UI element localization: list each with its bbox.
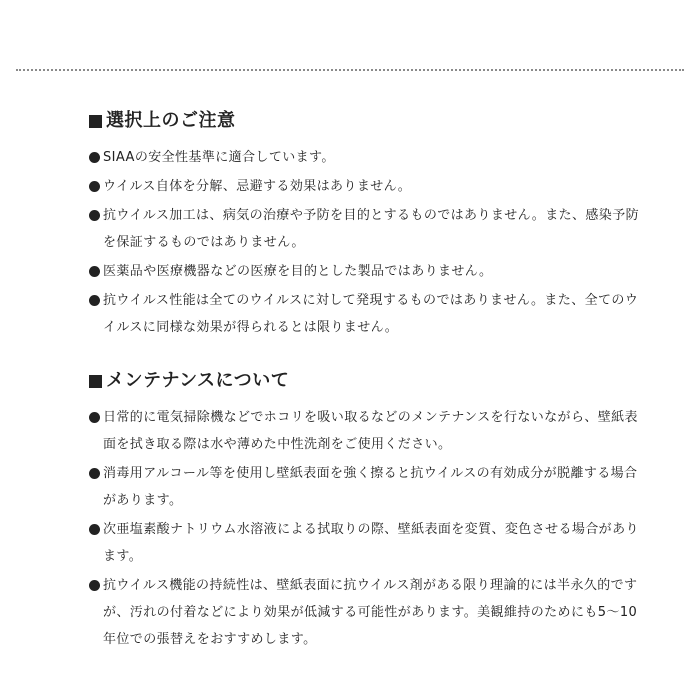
black-circle-icon bbox=[89, 580, 100, 591]
black-circle-icon bbox=[89, 412, 100, 423]
caution-item-text: 医薬品や医療機器などの医療を目的とした製品ではありません。 bbox=[103, 264, 493, 279]
maintenance-item bbox=[89, 516, 649, 570]
black-circle-icon bbox=[89, 181, 100, 192]
black-circle-icon bbox=[89, 210, 100, 221]
maintenance-item-text: 消毒用アルコール等を使用し壁紙表面を強く擦ると抗ウイルスの有効成分が脱離する場合があります。 bbox=[103, 466, 638, 508]
caution-section bbox=[89, 108, 649, 343]
caution-list bbox=[89, 144, 649, 341]
caution-item bbox=[89, 258, 649, 285]
black-square-icon bbox=[89, 115, 102, 128]
black-circle-icon bbox=[89, 152, 100, 163]
caution-item bbox=[89, 173, 649, 200]
caution-item bbox=[89, 287, 649, 341]
maintenance-section bbox=[89, 368, 649, 655]
maintenance-heading bbox=[89, 368, 649, 394]
black-circle-icon bbox=[89, 524, 100, 535]
caution-item bbox=[89, 202, 649, 256]
dotted-divider bbox=[16, 69, 684, 71]
caution-item bbox=[89, 144, 649, 171]
maintenance-item-text: 次亜塩素酸ナトリウム水溶液による拭取りの際、壁紙表面を変質、変色させる場合があります。 bbox=[103, 522, 639, 564]
maintenance-item bbox=[89, 572, 649, 653]
maintenance-list bbox=[89, 404, 649, 653]
black-square-icon bbox=[89, 375, 102, 388]
caution-item-text: SIAAの安全性基準に適合しています。 bbox=[103, 150, 335, 165]
caution-item-text: ウイルス自体を分解、忌避する効果はありません。 bbox=[103, 179, 412, 194]
maintenance-item bbox=[89, 460, 649, 514]
maintenance-item-text: 抗ウイルス機能の持続性は、壁紙表面に抗ウイルス剤がある限り理論的には半永久的ですが、汚れの付着などにより効果が低減する可能性があります。美観維持のためにも5〜10年位での張替えをおすすめします。 bbox=[103, 578, 638, 647]
black-circle-icon bbox=[89, 266, 100, 277]
black-circle-icon bbox=[89, 468, 100, 479]
caution-item-text: 抗ウイルス加工は、病気の治療や予防を目的とするものではありません。また、感染予防を保証するものではありません。 bbox=[103, 208, 640, 250]
caution-title: 選択上のご注意 bbox=[106, 110, 236, 131]
caution-heading bbox=[89, 108, 649, 134]
maintenance-item-text: 日常的に電気掃除機などでホコリを吸い取るなどのメンテナンスを行ないながら、壁紙表面を拭き取る際は水や薄めた中性洗剤をご使用ください。 bbox=[103, 410, 638, 452]
maintenance-title: メンテナンスについて bbox=[106, 370, 290, 391]
caution-item-text: 抗ウイルス性能は全てのウイルスに対して発現するものではありません。また、全てのウイルスに同様な効果が得られるとは限りません。 bbox=[103, 293, 639, 335]
maintenance-item bbox=[89, 404, 649, 458]
black-circle-icon bbox=[89, 295, 100, 306]
